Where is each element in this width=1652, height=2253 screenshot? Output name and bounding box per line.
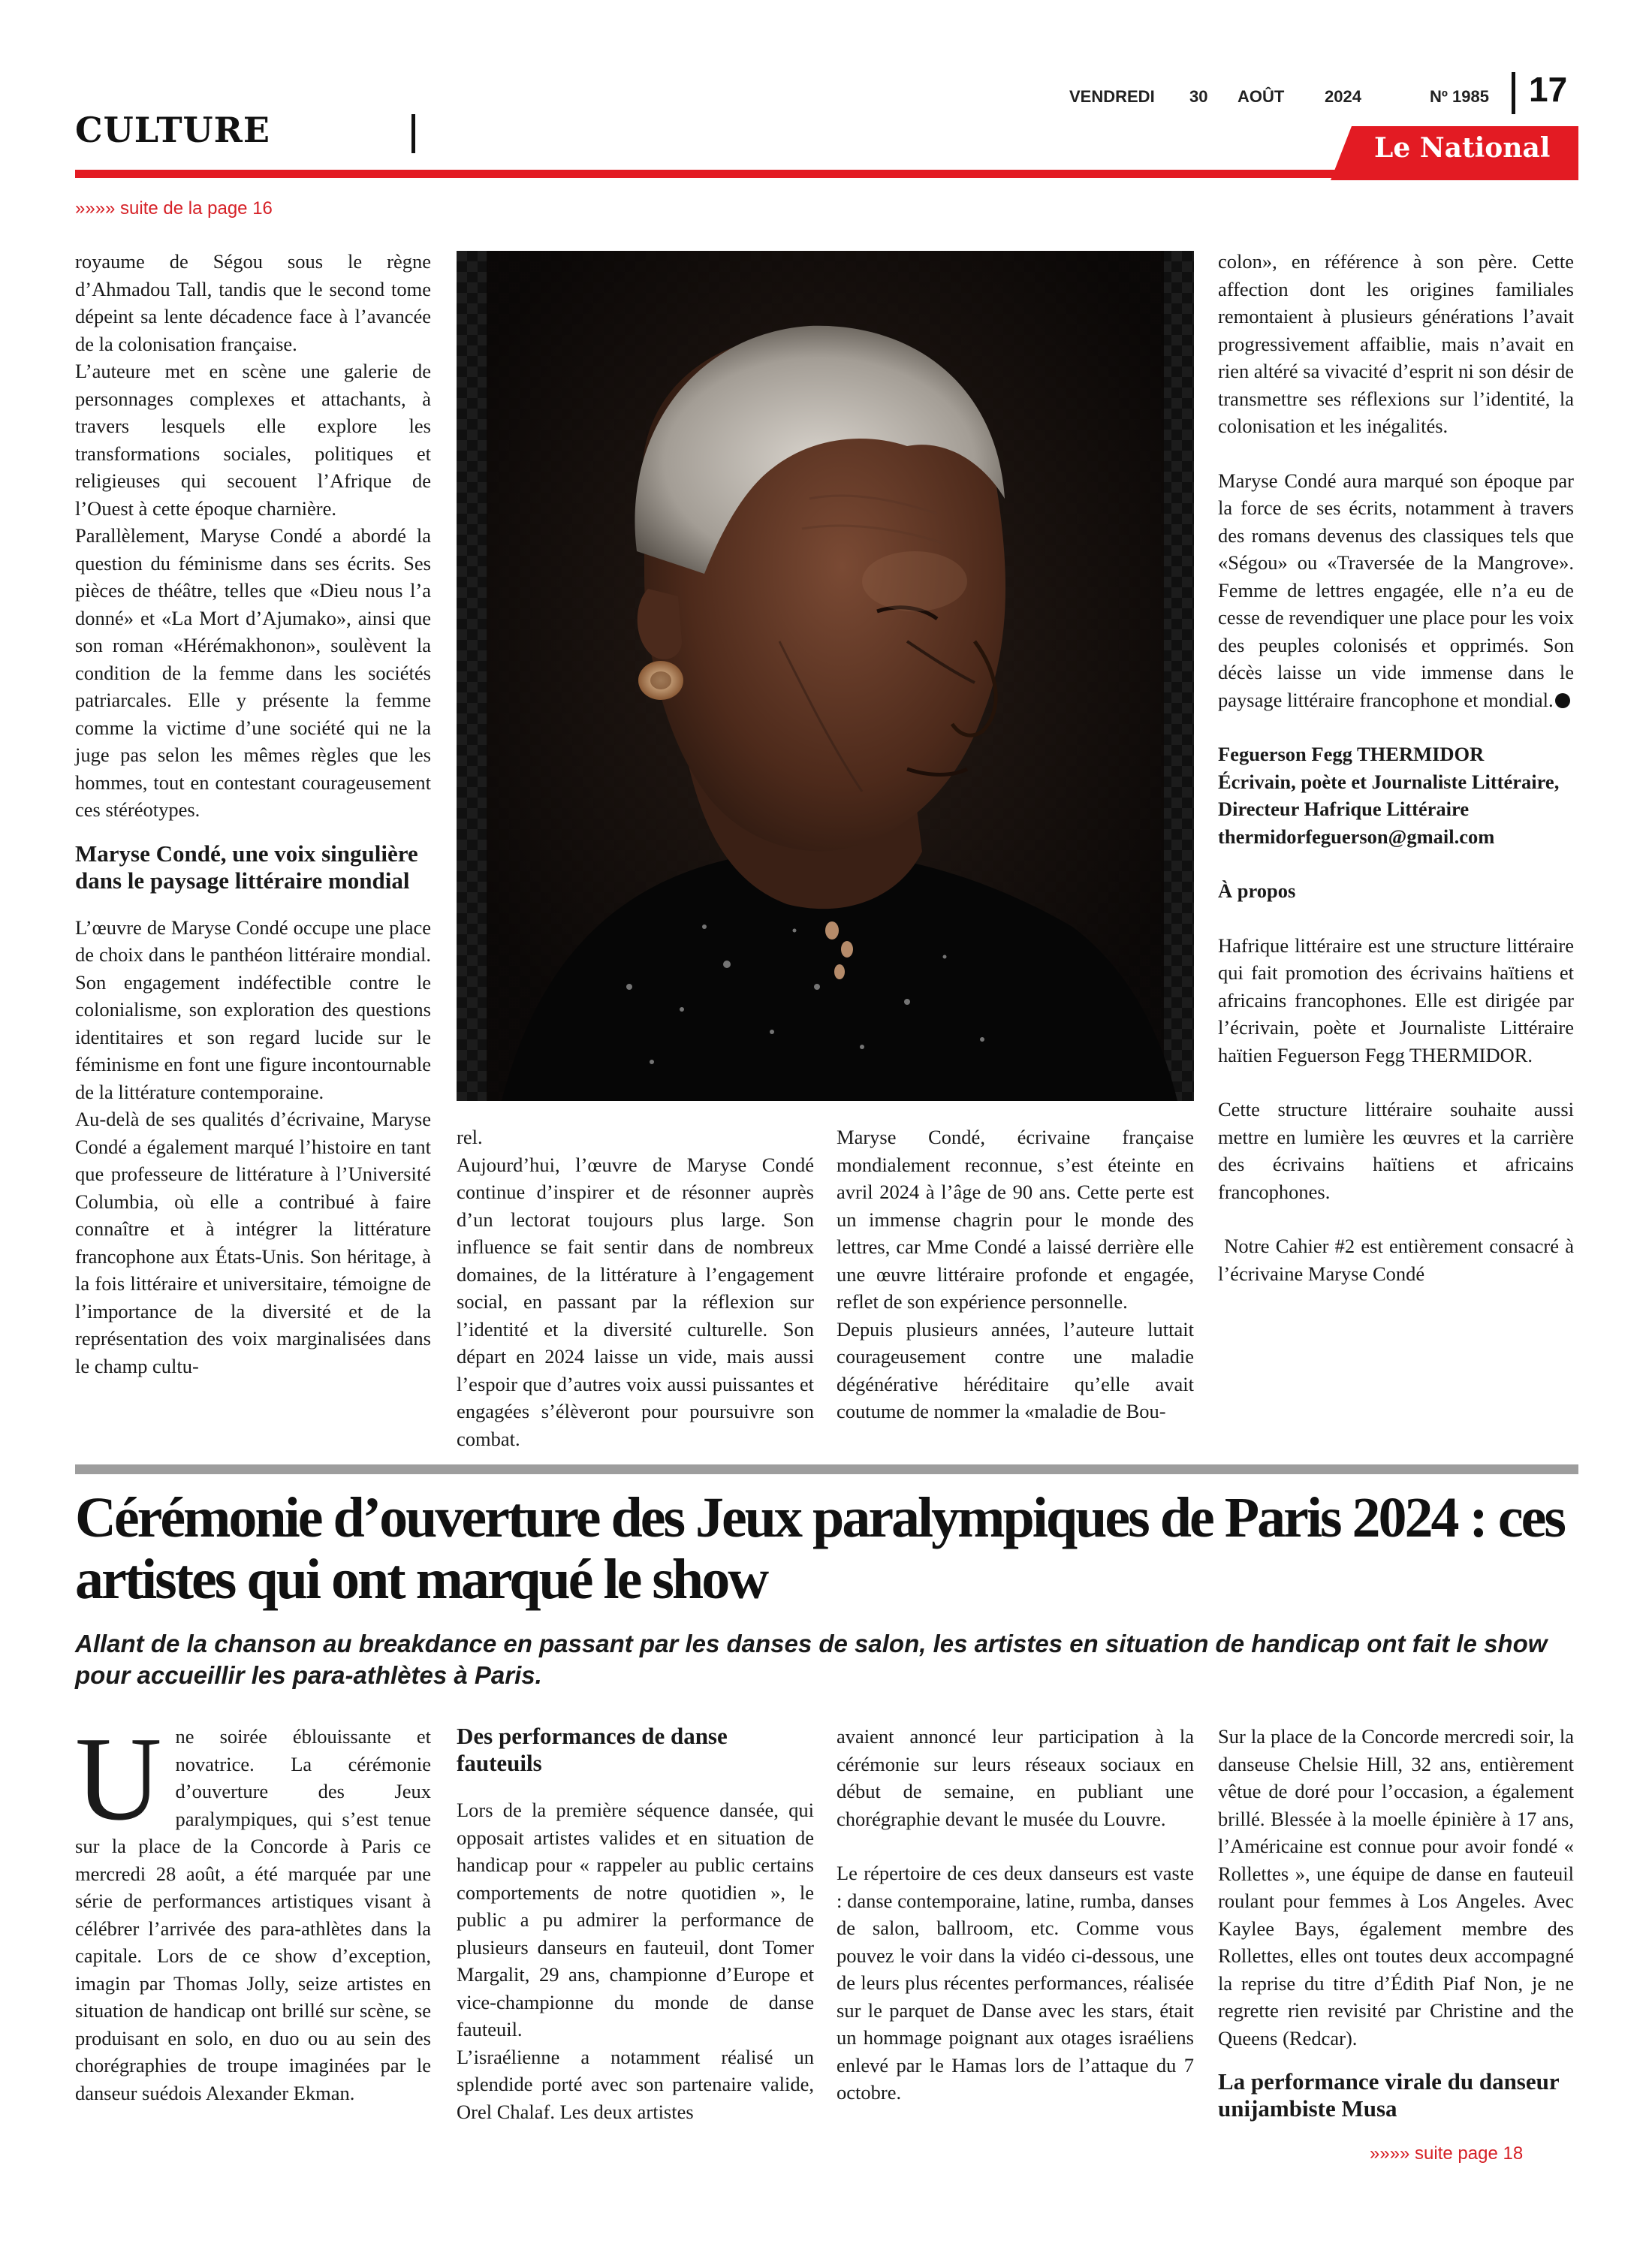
drop-cap: U — [75, 1712, 162, 1845]
paragraph: Sur la place de la Concorde mercredi soir, la danseuse Chelsie Hill, 32 ans, entièrement vêtue de doré pour l’occasion, a également brillé. Blessée à la moelle épinière à 17 ans, l’Américaine est connue pour avoir fondé « Rollettes », une équipe de danse en fauteuil roulant pour femmes à Los Angeles. Avec Kaylee Bays, également membre des Rollettes, elles ont toutes deux accompagné la reprise du titre d’Édith Piaf Non, je ne regrette rien revisité par Christine and the Queens (Redcar). — [1218, 1725, 1574, 2049]
continued-to[interactable]: »»»» suite page 18 — [1370, 2143, 1524, 2164]
section-divider — [411, 114, 415, 153]
paragraph: ne soirée éblouissante et novatrice. La cérémonie d’ouverture des Jeux paralympiques, qui s’est tenue sur la place de la Concorde à Paris ce mercredi 28 août, a été marquée par une série de performances artistiques visant à célébrer l’arrivée des para-athlètes dans la capitale. Lors de ce show d’exception, imagin par Thomas Jolly, seize artistes en situation de handicap ont brillé sur scène, se produisant en solo, en duo ou au sein des chorégraphies de troupe imaginées par le danseur suédois Alexander Ekman. — [75, 1725, 431, 2104]
paragraph: Parallèlement, Maryse Condé a abordé la question du féminisme dans ses écrits. Ses pièces de théâtre, telles que «Dieu nous l’a donné» et «La Mort d’Ajumako», ainsi que son roman «Hérémakhonon», soulèvent la condition de la femme dans les sociétés patriarcales. Elle y présente la femme comme la victime d’une société qui ne la juge pas selon les mêmes règles que les hommes, tout en contestant courageusement ces stéréotypes. — [75, 524, 431, 821]
header-date: 30 — [1189, 87, 1208, 106]
paragraph: Notre Cahier #2 est entièrement consacré à l’écrivaine Maryse Condé — [1218, 1235, 1579, 1285]
article1-column-2 — [457, 1123, 814, 1452]
author-role: Écrivain, poète et Journaliste Littéraire, — [1218, 770, 1560, 793]
paragraph: Cette structure littéraire souhaite aussi mettre en lumière les œuvres et la carrière des écrivains haïtiens et africains francophones. — [1218, 1098, 1574, 1203]
author-email: thermidorfeguerson@gmail.com — [1218, 825, 1495, 848]
paragraph: avaient annoncé leur participation à la cérémonie sur leurs réseaux sociaux en début de semaine, en publiant une chorégraphie devant le musée du Louvre. — [837, 1725, 1194, 1830]
section-title: CULTURE — [75, 110, 270, 150]
paragraph: colon», en référence à son père. Cette affection dont les origines familiales remontaient à plusieurs générations l’avait progressivement affaiblie, mais n’avait en rien altéré sa vivacité d’esprit ni son désir de transmettre ses réflexions sur l’identité, la colonisation et les inégalités. — [1218, 250, 1574, 437]
about-heading: À propos — [1218, 879, 1296, 902]
closing-paragraph-text: Maryse Condé aura marqué son époque par la force de ses écrits, notamment à travers des romans devenus des classiques tels que «Ségou» ou «Traversée de la Mangrove». Femme de lettres engagée, elle n’a eu de cesse de revendiquer une place pour les voix des peuples colonisés et opprimés. Son décès laisse un vide immense dans le paysage littéraire francophone et mondial. — [1218, 469, 1574, 711]
brand-name: Le National — [1374, 132, 1551, 164]
dek: Allant de la chanson au breakdance en passant par les danses de salon, les artistes en situation de handicap ont fait le show pour accueillir les para-athlètes à Paris. — [75, 1630, 1548, 1689]
article2-column-4 — [1218, 1723, 1574, 2142]
end-of-article-icon — [1555, 693, 1570, 708]
article2-column-3 — [837, 1723, 1194, 2107]
paragraph: royaume de Ségou sous le règne d’Ahmadou Tall, tandis que le second tome dépeint sa lente décadence face à l’avancée de la colonisation française. — [75, 250, 431, 355]
continued-from: »»»» suite de la page 16 — [75, 198, 273, 219]
issue-number: Nº 1985 — [1430, 87, 1489, 106]
portrait-illustration — [457, 251, 1194, 1101]
paragraph: Aujourd’hui, l’œuvre de Maryse Condé continue d’inspirer et de résonner auprès d’un lectorat toujours plus large. Son influence se fait sentir dans de nombreux domaines, de la littérature à l’engagement social, en passant par la réflexion sur l’identité et la diversité culturelle. Son départ en 2024 laisse un vide, mais aussi l’espoir que d’autres voix aussi puissantes et engagées s’élèveront pour poursuivre son combat. — [457, 1153, 814, 1450]
page-number: 17 — [1529, 70, 1568, 109]
page-number-divider — [1512, 72, 1515, 114]
article2-column-1 — [75, 1712, 431, 2107]
paragraph: Le répertoire de ces deux danseurs est vaste : danse contemporaine, latine, rumba, danses de salon, ballroom, etc. Comme vous pouvez le voir dans la vidéo ci-dessous, une de leurs plus récentes performances, réalisée sur le parquet de Danse avec les stars, était un hommage poignant aux otages israéliens enlevé par le Hamas lors de l’attaque du 7 octobre. — [837, 1862, 1194, 2104]
paragraph: L’israélienne a notamment réalisé un splendide porté avec son partenaire valide, Orel Chalaf. Les deux artistes — [457, 2045, 814, 2123]
author-name: Feguerson Fegg THERMIDOR — [1218, 743, 1485, 765]
paragraph: Depuis plusieurs années, l’auteure luttait courageusement contre une maladie dégénérative héréditaire qu’elle avait coutume de nommer la «maladie de Bou- — [837, 1317, 1194, 1422]
paragraph: L’œuvre de Maryse Condé occupe une place de choix dans le panthéon littéraire mondial. Son engagement indéfectible contre le colonialisme, son exploration des questions identitaires et son regard lucide sur le féminisme en font une figure incontournable de la littérature contemporaine. — [75, 915, 431, 1103]
subheading: Maryse Condé, une voix singulière dans le paysage littéraire mondial — [75, 840, 418, 894]
paragraph: Hafrique littéraire est une structure littéraire qui fait promotion des écrivains haïtiens et africains francophones. Elle est dirigée par l’écrivain, poète et Journaliste Littéraire haïtien Feguerson Fegg THERMIDOR. — [1218, 933, 1574, 1066]
article-divider — [75, 1464, 1578, 1474]
subheading: Des performances de danse fauteuils — [457, 1723, 728, 1776]
paragraph: rel. — [457, 1126, 483, 1148]
header-day: VENDREDI — [1069, 87, 1155, 106]
article2-column-2 — [457, 1723, 814, 2125]
author-title: Directeur Hafrique Littéraire — [1218, 798, 1470, 820]
paragraph: Au-delà de ses qualités d’écrivaine, Maryse Condé a également marqué l’histoire en tant que professeure de littérature à l’Université Columbia, où elle a contribué à faire connaître et à intégrer la littérature francophone aux États-Unis. Son héritage, à la fois littéraire et universitaire, témoigne de l’importance de la diversité et de la représentation des voix marginalisées dans le champ cultu- — [75, 1108, 431, 1377]
headline: Cérémonie d’ouverture des Jeux paralympiques de Paris 2024 : ces artistes qui ont marqué le show — [75, 1486, 1564, 1611]
article1-column-1 — [75, 248, 431, 1380]
header-month: AOÛT — [1237, 87, 1285, 106]
paragraph: Maryse Condé, écrivaine française mondialement reconnue, s’est éteinte en avril 2024 à l’âge de 90 ans. Cette perte est un immense chagrin pour le monde des lettres, car Mme Condé a laissé derrière elle une œuvre littéraire profonde et engagée, reflet de son expérience personnelle. — [837, 1126, 1194, 1313]
article1-column-4 — [1218, 248, 1579, 1287]
article1-column-3 — [837, 1123, 1194, 1425]
paragraph — [1218, 467, 1574, 714]
subheading: La performance virale du danseur unijambiste Musa — [1218, 2068, 1560, 2122]
paragraph: Lors de la première séquence dansée, qui opposait artistes valides et en situation de handicap pour « rappeler au public certains comportements de notre quotidien », le public a pu admirer la performance de plusieurs danseurs en fauteuil, dont Tomer Margalit, 29 ans, championne d’Europe et vice-championne du monde de danse fauteuil. — [457, 1799, 814, 2040]
header-rule — [75, 170, 1578, 178]
paragraph: L’auteure met en scène une galerie de personnages complexes et attachants, à travers lesquels elle explore les transformations sociales, politiques et religieuses qui secouent l’Afrique de l’Ouest à cette époque charnière. — [75, 360, 431, 520]
header-year: 2024 — [1325, 87, 1361, 106]
portrait-photo — [457, 251, 1194, 1101]
